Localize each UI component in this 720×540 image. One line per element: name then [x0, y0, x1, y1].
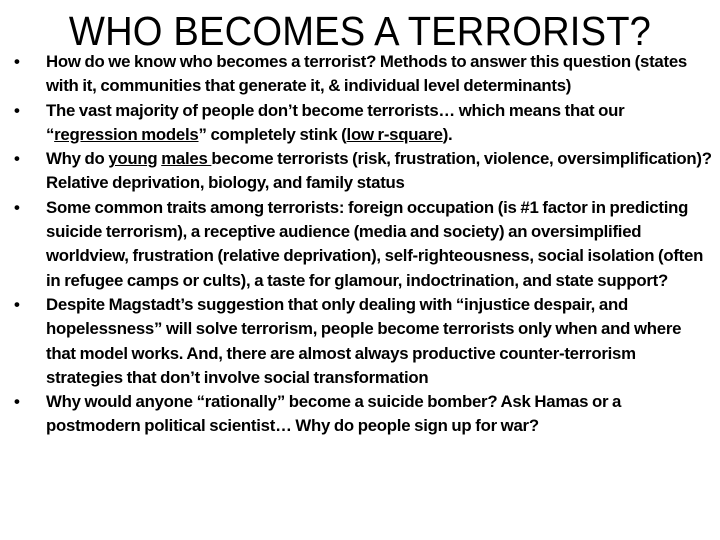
bullet-dot-icon: •: [14, 52, 20, 71]
slide-title: WHO BECOMES A TERRORIST?: [68, 8, 652, 54]
bullet-item: [14, 99, 714, 148]
bullet-text: ).: [442, 124, 453, 144]
bullet-item: [14, 293, 714, 390]
bullet-item: [14, 147, 714, 196]
bullet-text: Why would anyone “rationally” become a suicide bomber? Ask Hamas or a postmodern political scientist… Why do people sign up for war?: [46, 392, 622, 436]
bullet-text: The vast majority of people don’t become terrorists… which means that our “: [46, 100, 625, 144]
bullet-text: Why do: [46, 149, 109, 169]
bullet-item: [14, 50, 714, 99]
bullet-dot-icon: •: [14, 294, 20, 314]
bullet-list: [14, 50, 714, 439]
underlined-term-young: young: [108, 149, 158, 169]
bullet-text: How do we know who becomes a terrorist? Methods to answer this question (states with it, communities that generate it, & individual level determinants): [46, 52, 688, 96]
bullet-text: ” completely stink (: [198, 124, 347, 144]
underlined-term-males: males: [161, 149, 212, 169]
bullet-dot-icon: •: [14, 149, 20, 169]
bullet-item: [14, 390, 714, 439]
bullet-text: Some common traits among terrorists: foreign occupation (is #1 factor in predicting suicide terrorism), a receptive audience (media and society) an oversimplified worldview, frustration (relative deprivation), self-righteousness, social isolation (often in refugee camps or cults), a taste for glamour, indoctrination, and state support?: [46, 197, 704, 290]
underlined-term-low-r-square: low r-square: [346, 124, 443, 144]
bullet-text: become terrorists (risk, frustration, violence, oversimplification)? Relative deprivation, biology, and family status: [46, 149, 712, 193]
bullet-text: Despite Magstadt’s suggestion that only dealing with “injustice despair, and hopelessness” will solve terrorism, people become terrorists only when and where that model works. And, there are almost always productive counter-terrorism strategies that don’t involve social transformation: [46, 294, 682, 387]
underlined-term-regression-models: regression models: [54, 124, 199, 144]
bullet-dot-icon: •: [14, 197, 20, 217]
bullet-item: [14, 196, 714, 293]
bullet-dot-icon: •: [14, 392, 20, 412]
bullet-dot-icon: •: [14, 100, 20, 120]
